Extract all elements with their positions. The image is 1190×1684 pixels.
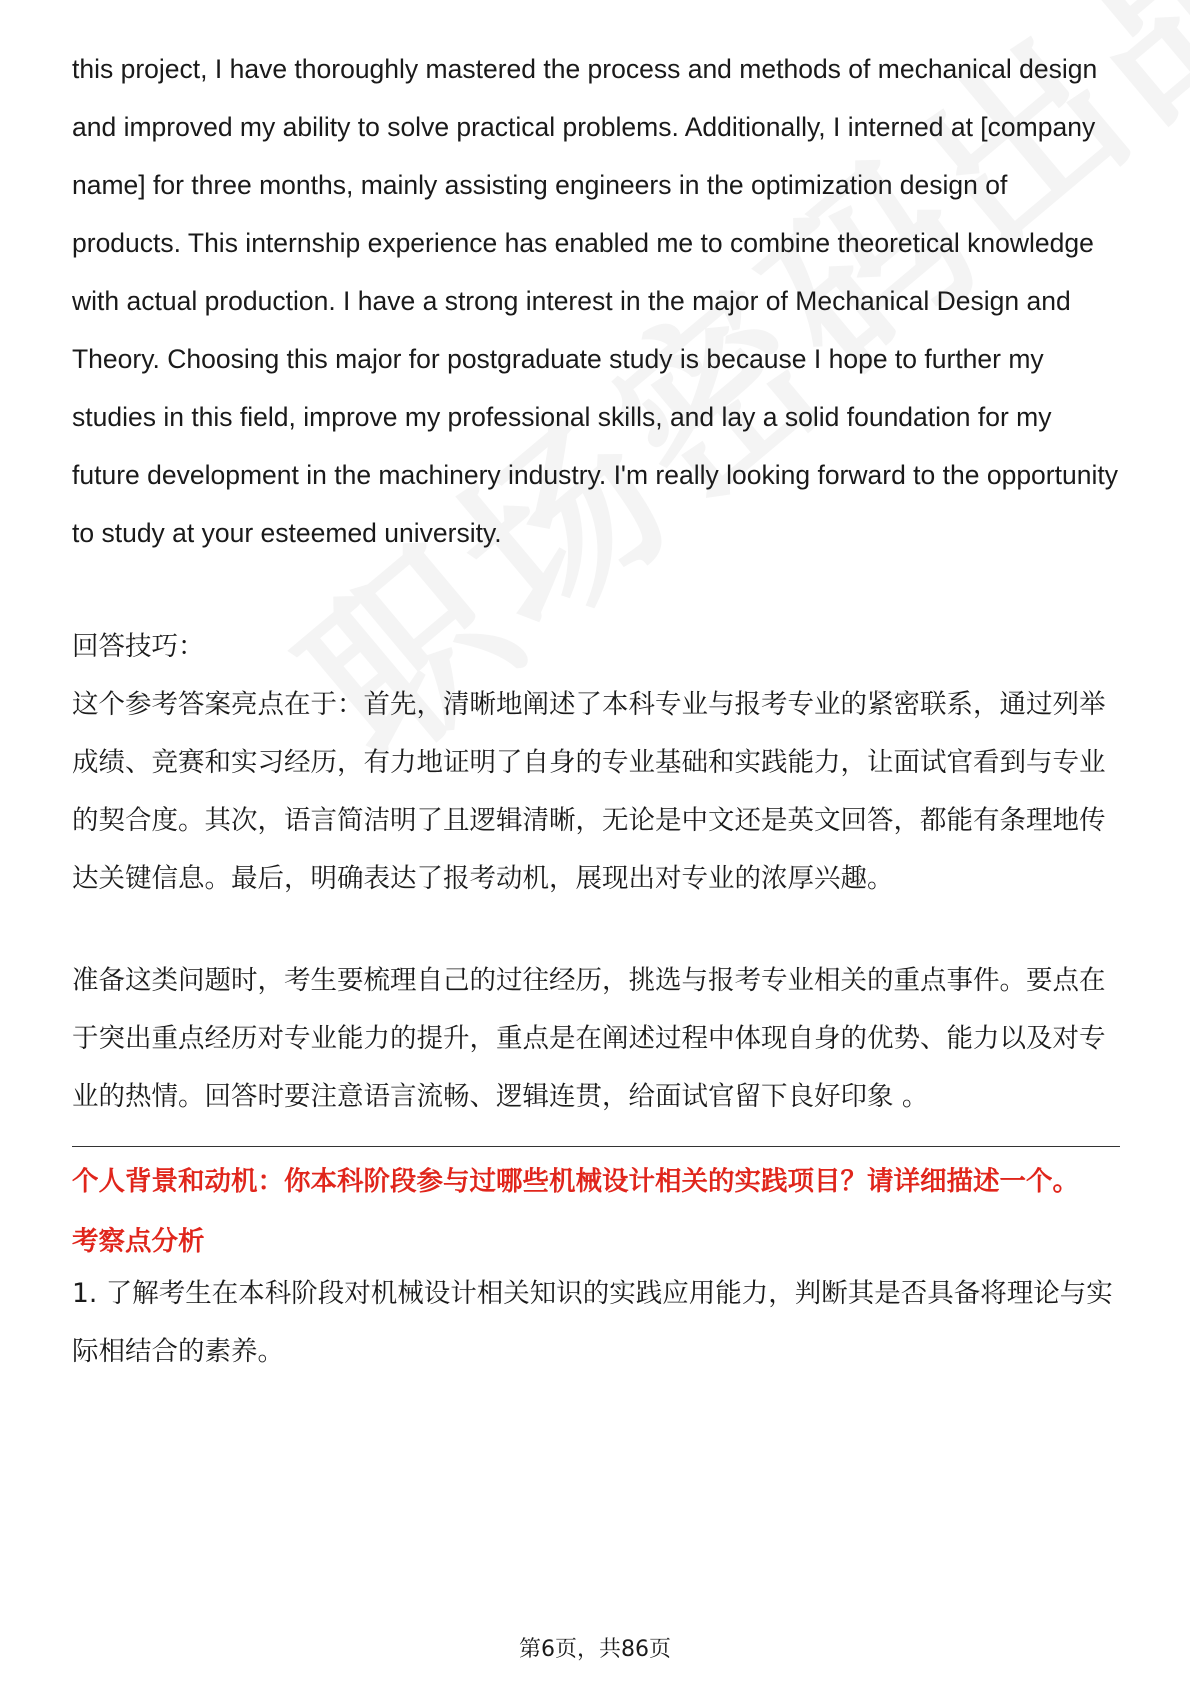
analysis-heading: 考察点分析 [72,1226,205,1257]
tips-paragraph-2: 准备这类问题时，考生要梳理自己的过往经历，挑选与报考专业相关的重点事件。要点在于突出重点经历对专业能力的提升，重点是在阐述过程中体现自身的优势、能力以及对专业的热情。回答时要注意语言流畅、逻辑连贯，给面试官留下良好印象 。 [72,965,1106,1112]
answer-english-paragraph: this project, I have thoroughly mastered the process and methods of mechanical design and improved my ability to solve practical problems. Additionally, I interned at [company name] for three months, mainly assisting engineers in the optimization design of products. This internship experience has enabled me to combine theoretical knowledge with actual production. I have a strong interest in the major of Mechanical Design and Theory. Choosing this major for postgraduate study is because I hope to further my studies in this field, improve my professional skills, and lay a solid foundation for my future development in the machinery industry. I'm really looking forward to the opportunity to study at your esteemed university. [72,54,1118,548]
tips-paragraph-1: 这个参考答案亮点在于：首先，清晰地阐述了本科专业与报考专业的紧密联系，通过列举成绩、竞赛和实习经历，有力地证明了自身的专业基础和实践能力，让面试官看到与专业的契合度。其次，语言简洁明了且逻辑清晰，无论是中文还是英文回答，都能有条理地传达关键信息。最后，明确表达了报考动机，展现出对专业的浓厚兴趣。 [72,689,1106,894]
analysis-point-1: 1. 了解考生在本科阶段对机械设计相关知识的实践应用能力，判断其是否具备将理论与实际相结合的素养。 [72,1278,1113,1367]
tips-heading: 回答技巧： [72,631,205,662]
section-divider [72,1146,1120,1147]
question-title: 个人背景和动机：你本科阶段参与过哪些机械设计相关的实践项目？请详细描述一个。 [72,1166,1079,1197]
page-content [72,40,1120,1381]
page-number-footer: 第6页，共86页 [519,1637,671,1662]
